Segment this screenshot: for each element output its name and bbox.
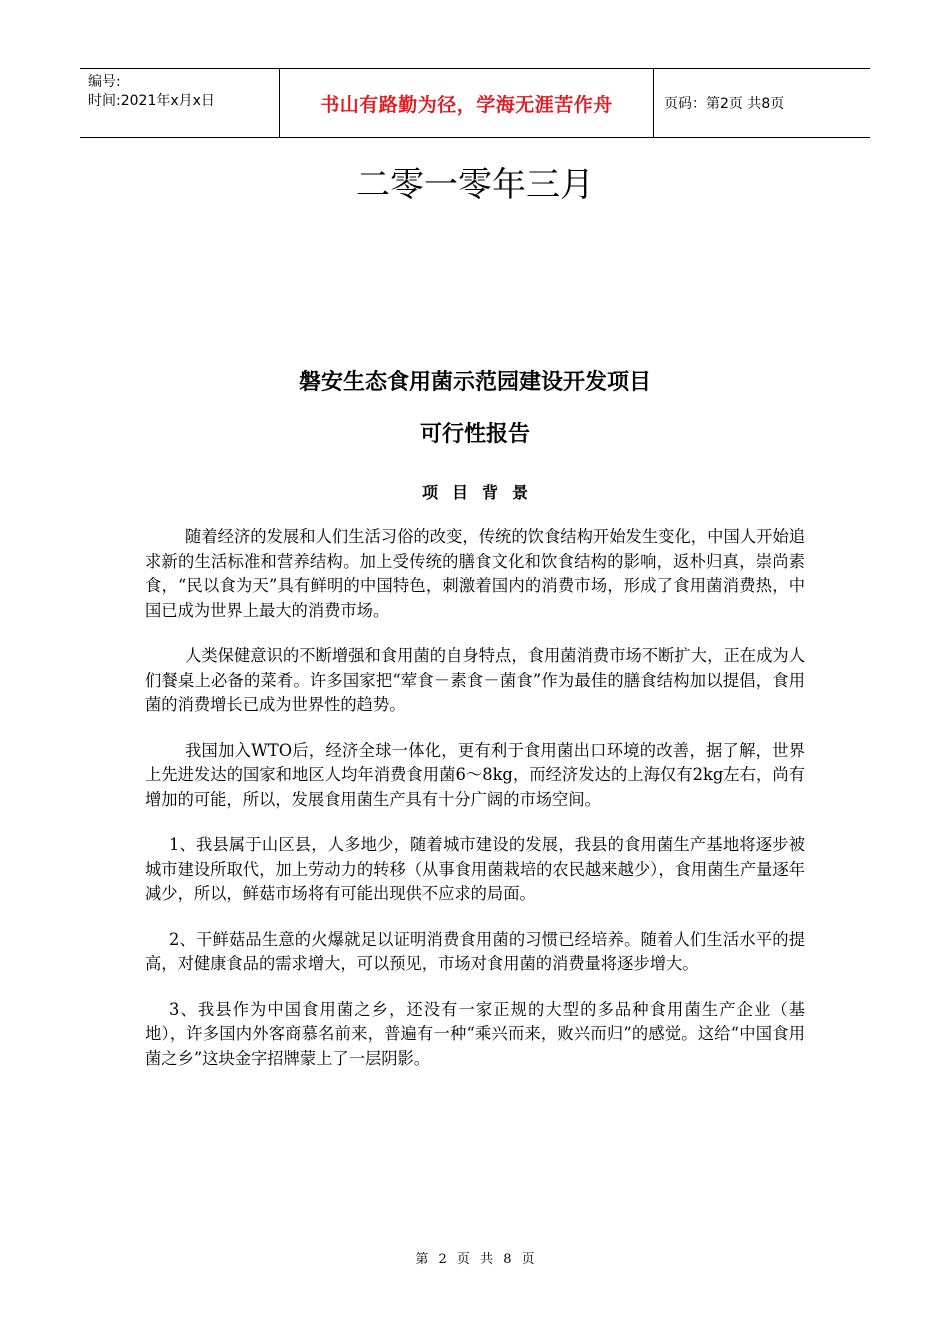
paragraph: 人类保健意识的不断增强和食用菌的自身特点，食用菌消费市场不断扩大，正在成为人们餐桌上必备的菜肴。许多国家把“荤食－素食－菌食”作为最佳的膳食结构加以提倡，食用菌的消费增长已成为世界性的趋势。: [145, 646, 805, 714]
body-content: [145, 525, 805, 1092]
page-header: [80, 68, 870, 138]
list-item: 1、我县属于山区县，人多地少，随着城市建设的发展，我县的食用菌生产基地将逐步被城市建设所取代，加上劳动力的转移（从事食用菌栽培的农民越来越少），食用菌生产量逐年减少，所以，鲜菇市场将有可能出现供不应求的局面。: [145, 835, 805, 903]
page-code-text: 页码：第2页 共8页: [664, 96, 785, 112]
paragraph: 我国加入WTO后，经济全球一体化，更有利于食用菌出口环境的改善，据了解，世界上先进发达的国家和地区人均年消费食用菌6～8kg，而经济发达的上海仅有2kg左右，尚有增加的可能，所以，发展食用菌生产具有十分广阔的市场空间。: [145, 740, 805, 809]
paragraph: 随着经济的发展和人们生活习俗的改变，传统的饮食结构开始发生变化，中国人开始追求新的生活标准和营养结构。加上受传统的膳食文化和饮食结构的影响，返朴归真，崇尚素食，“民以食为天”具有鲜明的中国特色，刺激着国内的消费市场，形成了食用菌消费热，中国已成为世界上最大的消费市场。: [145, 527, 805, 620]
serial-label: 编号:: [88, 74, 121, 90]
list-item: 2、干鲜菇品生意的火爆就足以证明消费食用菌的习惯已经培养。随着人们生活水平的提高，对健康食品的需求增大，可以预见，市场对食用菌的消费量将逐步增大。: [145, 929, 805, 973]
header-page-code: [654, 69, 870, 137]
date-title: 二零一零年三月: [356, 165, 594, 205]
header-motto-cell: [280, 69, 654, 137]
page-footer: 第 2 页 共 8 页: [415, 1252, 535, 1267]
section-heading: 项目背景: [421, 483, 542, 502]
motto-text: 书山有路勤为径，学海无涯苦作舟: [320, 93, 613, 116]
report-subtitle: 可行性报告: [419, 422, 530, 447]
report-title: 磐安生态食用菌示范园建设开发项目: [298, 370, 651, 395]
list-item: 3、我县作为中国食用菌之乡，还没有一家正规的大型的多品种食用菌生产企业（基地），许多国内外客商慕名前来，普遍有一种“乘兴而来，败兴而归”的感觉。这给“中国食用菌之乡”这块金字招牌蒙上了一层阴影。: [145, 999, 805, 1068]
header-meta: [80, 69, 280, 137]
time-label: 时间:2021年x月x日: [88, 93, 215, 109]
